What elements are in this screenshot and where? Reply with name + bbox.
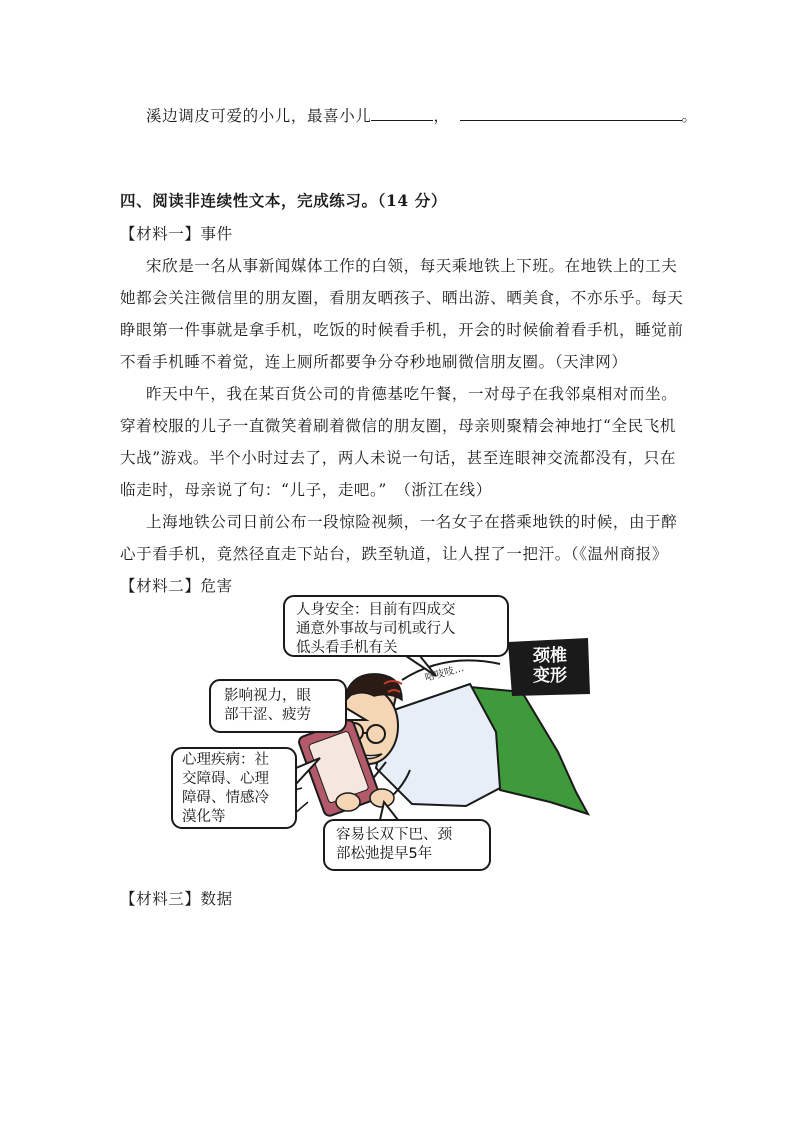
bubble-mental (182, 751, 269, 827)
bubble-vision-line: 影响视力，眼 (224, 688, 311, 704)
cervical-badge (516, 646, 584, 686)
bubble-safety-line: 通意外事故与司机或行人 (296, 621, 456, 637)
material1-label: 【材料一】事件 (120, 225, 233, 243)
phone-harm-cartoon (170, 592, 610, 874)
bubble-chin-line: 容易长双下巴、颈 (336, 827, 452, 843)
bubble-mental-line: 障碍、情感冷 (182, 790, 269, 806)
bubble-mental-line: 交障碍、心理 (182, 771, 269, 787)
material1-line: 穿着校服的儿子一直微笑着刷着微信的朋友圈，母亲则聚精会神地打“全民飞机 (120, 417, 676, 435)
bubble-mental-line: 漠化等 (182, 809, 226, 825)
bubble-chin (336, 826, 452, 864)
material1-line: 宋欣是一名从事新闻媒体工作的白领，每天乘地铁上下班。在地铁上的工夫 (146, 257, 678, 275)
material1-line: 昨天中午，我在某百货公司的肯德基吃午餐，一对母子在我邻桌相对而坐。 (146, 385, 678, 403)
section-heading: 四、阅读非连续性文本，完成练习。（14 分） (120, 191, 447, 210)
material3-label: 【材料三】数据 (120, 890, 233, 908)
bubble-safety-line: 低头看手机有关 (296, 640, 398, 656)
blank-comma: ， (433, 107, 450, 125)
bubble-vision-line: 部干涩、疲劳 (224, 707, 311, 723)
blank-answer-1[interactable] (371, 106, 433, 121)
blank-answer-2[interactable] (460, 106, 682, 121)
material1-line: 上海地铁公司日前公布一段惊险视频，一名女子在搭乘地铁的时候，由于醉 (146, 513, 678, 531)
material1-line: 不看手机睡不着觉，连上厕所都要争分夺秒地刷微信朋友圈。（天津网） (120, 353, 628, 371)
material2-label: 【材料二】危害 (120, 577, 233, 595)
material1-line: 她都会关注微信里的朋友圈，看朋友晒孩子、晒出游、晒美食，不亦乐乎。每天 (120, 289, 684, 307)
creak-sound-effect: 咯吱吱… (423, 662, 466, 684)
material1-line: 睁眼第一件事就是拿手机，吃饭的时候看手机，开会的时候偷着看手机，睡觉前 (120, 321, 684, 339)
fill-blank-line (146, 104, 698, 126)
bubble-safety (296, 601, 456, 658)
blank-period: 。 (681, 107, 698, 125)
badge-line: 变形 (533, 666, 567, 686)
badge-line: 颈椎 (533, 646, 567, 666)
fill-blank-prefix: 溪边调皮可爱的小儿，最喜小儿 (146, 107, 372, 125)
bubble-vision (224, 687, 311, 725)
material1-line: 大战”游戏。半个小时过去了，两人未说一句话，甚至连眼神交流都没有，只在 (120, 449, 676, 467)
bubble-safety-line: 人身安全：目前有四成交 (296, 602, 456, 618)
bubble-chin-line: 部松弛提早5年 (336, 846, 433, 862)
bubble-mental-line: 心理疾病：社 (182, 752, 269, 768)
material1-line: 临走时，母亲说了句：“儿子，走吧。” （浙江在线） (120, 481, 492, 499)
material1-line: 心于看手机，竟然径直走下站台，跌至轨道，让人捏了一把汗。（《温州商报》 (120, 545, 669, 563)
